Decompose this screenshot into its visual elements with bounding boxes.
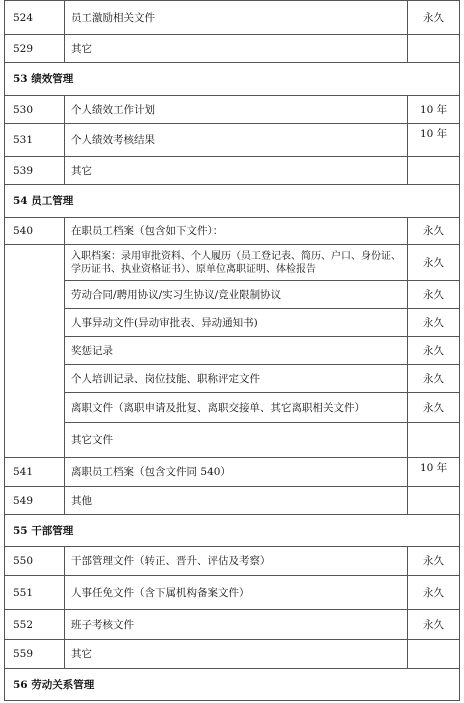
row-retention [408, 157, 460, 185]
row-retention [408, 640, 460, 669]
row-name: 人事任免文件（含下属机构备案文件） [65, 576, 408, 610]
row-code-merged [5, 245, 65, 458]
row-code: 529 [5, 35, 65, 63]
row-retention: 永久 [408, 610, 460, 640]
row-retention [408, 423, 460, 458]
section-title: 55 干部管理 [5, 515, 460, 547]
table-row [5, 124, 460, 157]
row-code: 530 [5, 96, 65, 124]
row-name: 个人绩效工作计划 [65, 96, 408, 124]
row-code: 549 [5, 487, 65, 515]
section-row [5, 185, 460, 218]
row-name: 其它 [65, 640, 408, 669]
row-name: 其它 [65, 157, 408, 185]
row-name: 员工激励相关文件 [65, 1, 408, 35]
row-name: 离职文件（离职申请及批复、离职交接单、其它离职相关文件） [65, 393, 408, 423]
row-name: 其它 [65, 35, 408, 63]
row-name: 离职员工档案（包含文件同 540） [65, 458, 408, 487]
row-retention: 永久 [408, 1, 460, 35]
row-name: 入职档案：录用审批资料、个人履历（员工登记表、简历、户口、身份证、学历证书、执业资格证书）、原单位离职证明、体检报告 [65, 245, 408, 281]
row-retention: 永久 [408, 337, 460, 365]
table-row [5, 281, 460, 309]
row-retention: 永久 [408, 393, 460, 423]
row-retention: 永久 [408, 365, 460, 393]
table-row [5, 157, 460, 185]
row-retention: 10 年 [408, 96, 460, 124]
archive-retention-table [4, 0, 460, 701]
row-name: 干部管理文件（转正、晋升、评估及考察） [65, 547, 408, 576]
table-row [5, 576, 460, 610]
table-row [5, 547, 460, 576]
table-row [5, 610, 460, 640]
table-row [5, 458, 460, 487]
row-retention: 永久 [408, 218, 460, 245]
table-row [5, 96, 460, 124]
section-title: 54 员工管理 [5, 185, 460, 218]
row-retention [408, 35, 460, 63]
row-retention: 永久 [408, 547, 460, 576]
row-code: 552 [5, 610, 65, 640]
row-retention: 永久 [408, 281, 460, 309]
row-code: 550 [5, 547, 65, 576]
row-retention: 10 年 [408, 124, 460, 157]
row-retention: 10 年 [408, 458, 460, 487]
row-code: 524 [5, 1, 65, 35]
row-name: 劳动合同/聘用协议/实习生协议/竞业限制协议 [65, 281, 408, 309]
table-row [5, 35, 460, 63]
table-row [5, 487, 460, 515]
row-name: 在职员工档案（包含如下文件）： [65, 218, 408, 245]
row-code: 551 [5, 576, 65, 610]
row-name: 奖惩记录 [65, 337, 408, 365]
table-row [5, 393, 460, 423]
section-title: 56 劳动关系管理 [5, 669, 460, 701]
table-row [5, 423, 460, 458]
row-name: 班子考核文件 [65, 610, 408, 640]
section-row [5, 669, 460, 701]
row-name: 其它文件 [65, 423, 408, 458]
section-row [5, 515, 460, 547]
row-name: 人事异动文件(异动审批表、异动通知书) [65, 309, 408, 337]
row-name: 个人培训记录、岗位技能、职称评定文件 [65, 365, 408, 393]
row-retention: 永久 [408, 576, 460, 610]
table-row [5, 1, 460, 35]
row-retention [408, 487, 460, 515]
table-row [5, 640, 460, 669]
row-retention: 永久 [408, 245, 460, 281]
row-code: 540 [5, 218, 65, 245]
table-row [5, 218, 460, 245]
row-code: 541 [5, 458, 65, 487]
table-row [5, 337, 460, 365]
table-row [5, 245, 460, 281]
table-row [5, 309, 460, 337]
row-name: 个人绩效考核结果 [65, 124, 408, 157]
row-code: 531 [5, 124, 65, 157]
section-row [5, 63, 460, 96]
section-title: 53 绩效管理 [5, 63, 460, 96]
row-code: 539 [5, 157, 65, 185]
row-code: 559 [5, 640, 65, 669]
row-name: 其他 [65, 487, 408, 515]
row-retention: 永久 [408, 309, 460, 337]
table-row [5, 365, 460, 393]
